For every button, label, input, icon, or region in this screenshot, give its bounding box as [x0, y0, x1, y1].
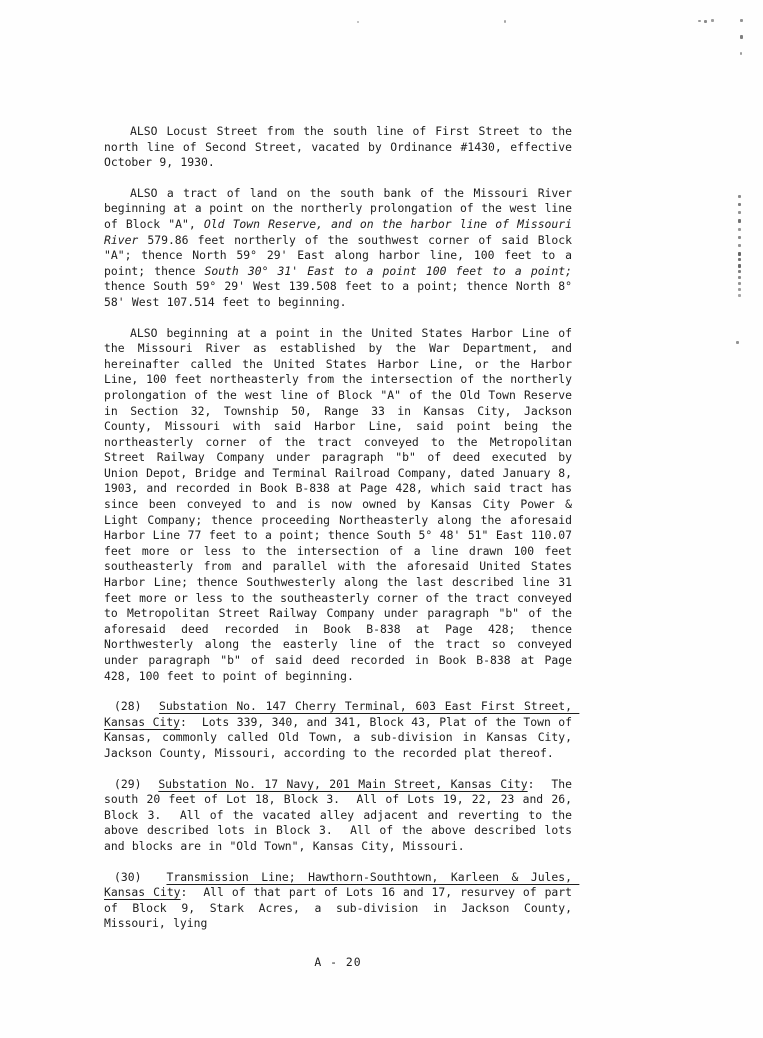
text-segment: thence South 59° 29' West 139.508 feet to a point; thence North 8° 58' West 107.514 feet to beginning. [104, 263, 580, 309]
scan-speck [738, 228, 741, 231]
scan-speck [738, 288, 741, 291]
text-segment: 579.86 feet northerly of the southwest corner of said Block "A"; thence North 59° 29' East along harbor line, 100 feet to a point; thence [104, 232, 580, 278]
scan-speck [357, 21, 359, 23]
text-segment: : Lots 339, 340, and 341, Block 43, Plat of the Town of Kansas, commonly called Old Town, a sub-division in Kansas City, Jackson County, Missouri, according to the recorded plat thereof. [104, 714, 580, 760]
scan-speck [738, 203, 741, 206]
scan-speck [738, 252, 741, 256]
scan-speck [504, 20, 506, 23]
scan-speck [711, 19, 714, 22]
text-segment: : All of that part of Lots 16 and 17, resurvey of part of Block 9, Stark Acres, a sub-division in Jackson County, Missouri, lying [104, 885, 580, 931]
text-segment: South 30° 31' East to a point 100 feet to a point; [204, 263, 572, 278]
text-segment: ALSO beginning at a point in the United States Harbor Line of the Missouri River as established by the War Department, and hereinafter called the United States Harbor Line, or the Harbor Line, 100 feet northeasterly from the intersection of the northerly prolongation of the west line of Block "A" of the Old Town Reserve in Section 32, Township 50, Range 33 in Kansas City, Jackson County, Missouri with said Harbor Line, said point being the northeasterly corner of the tract conveyed to the Metropolitan Street Railway Company under paragraph "b" of deed executed by Union Depot, Bridge and Terminal Railroad Company, dated January 8, 1903, and recorded in Book B-838 at Page 428, which said tract has since been conveyed to and is now owned by Kansas City Power & Light Company; thence proceeding Northeasterly along the aforesaid Harbor Line 77 feet to a point; thence South 5° 48' 51" East 110.07 feet more or less to the intersection of a line drawn 100 feet southeasterly from and parallel with the aforesaid United States Harbor Line; thence Southwesterly along the last described line 31 feet more or less to the southeasterly corner of the tract conveyed to Metropolitan Street Railway Company under paragraph "b" of the aforesaid deed recorded in Book B-838 at Page 428; thence Northwesterly along the easterly line of the tract so conveyed under paragraph "b" of said deed recorded in Book B-838 at Page 428, 100 feet to point of beginning. [104, 325, 580, 683]
text-segment: ALSO Locust Street from the south line of First Street to the north line of Second Street, vacated by Ordinance #1430, effective October 9, 1930. [104, 124, 580, 170]
scan-speck [736, 341, 739, 344]
text-segment: Substation No. 17 Navy, 201 Main Street, Kansas City [158, 776, 528, 791]
paragraph-also-tract-south-bank [104, 185, 580, 311]
paragraph-item-28-substation-147-cherry-terminal [104, 699, 580, 761]
text-segment: Substation No. 147 Cherry Terminal, 603 East First Street, Kansas City [104, 699, 580, 729]
document-body [104, 124, 580, 947]
text-segment: (30) [114, 869, 167, 884]
scan-speck [738, 244, 741, 247]
scan-speck [740, 52, 742, 55]
paragraph-item-30-transmission-line [104, 869, 580, 932]
text-segment: (28) [114, 699, 159, 714]
scan-speck [738, 270, 741, 273]
text-segment: Old Town Reserve, and on the harbor line of Missouri River [104, 216, 580, 247]
scan-speck [704, 20, 707, 23]
scan-speck [738, 258, 741, 261]
text-segment: ALSO a tract of land on the south bank of the Missouri River beginning at a point on the northerly prolongation of the west line of Block "A", [104, 185, 580, 231]
scan-speck [740, 19, 743, 22]
scan-speck [738, 276, 741, 279]
paragraph-also-harbor-line [104, 325, 580, 685]
scan-speck [738, 236, 741, 239]
scan-speck [738, 264, 741, 268]
scan-speck [738, 211, 741, 214]
text-segment: (29) [114, 776, 159, 791]
text-segment: : The south 20 feet of Lot 18, Block 3. All of Lots 19, 22, 23 and 26, Block 3. All of the vacated alley adjacent and reverting to the above described lots in Block 3. All of the above described lots and blocks are in "Old Town", Kansas City, Missouri. [104, 776, 580, 853]
paragraph-also-locust-street [104, 124, 580, 171]
scan-speck [738, 294, 741, 297]
scan-speck [698, 20, 701, 22]
page-number: A - 20 [314, 955, 362, 969]
scan-speck [738, 219, 741, 223]
paragraph-item-29-substation-17-navy [104, 776, 580, 855]
text-segment: Transmission Line; Hawthorn-Southtown, Karleen & Jules, Kansas City [104, 869, 580, 900]
scan-speck [740, 35, 743, 39]
scan-speck [738, 195, 741, 198]
scan-speck [738, 282, 741, 285]
